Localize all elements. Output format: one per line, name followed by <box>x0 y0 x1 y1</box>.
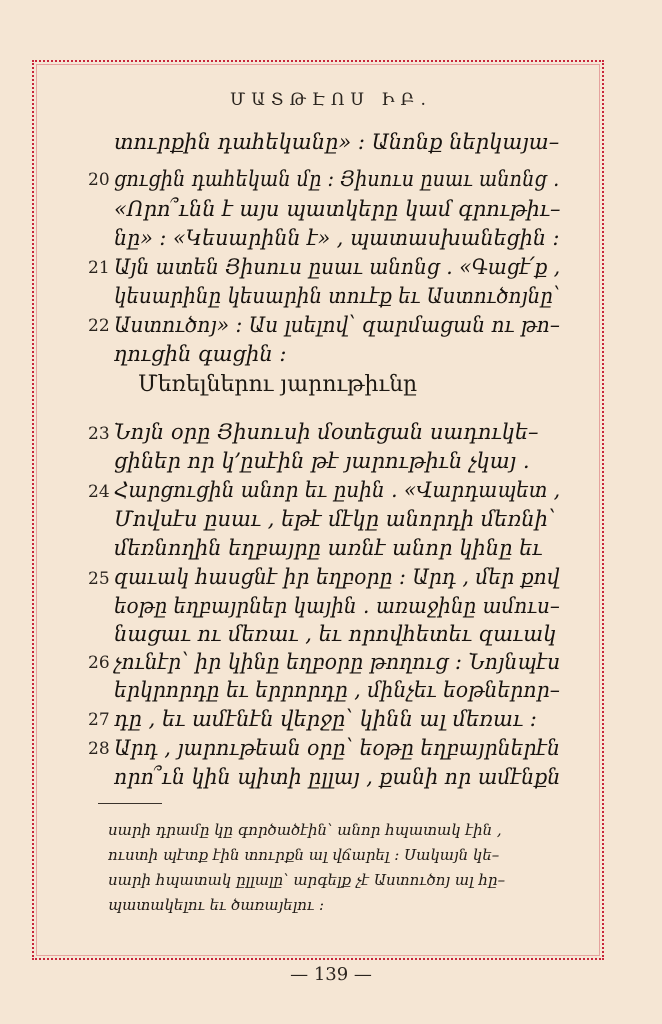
footnote-line: սարի դրամը կը գործածէին՝ անոր հպատակ էին , <box>108 821 502 839</box>
text-line: զաւակ հասցնէ իր եղբօրը ։ Արդ , մեր քով <box>114 565 560 589</box>
verse-number: 20 <box>88 170 110 190</box>
text-line: չունէր՝ իր կինը եղբօրը թողուց ։ Նոյնպէս <box>114 650 561 674</box>
running-head: ՄԱՏԹԷՈՍ ԻԲ․ <box>229 90 433 110</box>
page-number: — 139 — <box>290 964 372 985</box>
footnote-line: սարի հպատակ ըլլալը՝ արգելք չէ Աստուծոյ ալ հը– <box>108 871 506 889</box>
verse-number: 27 <box>88 710 110 730</box>
text-line: որո՞ւն կին պիտի ըլլայ , քանի որ ամէնքն <box>114 765 561 789</box>
footnote-divider <box>98 803 162 804</box>
text-line: նը» ։ «Կեսարինն է» , պատասխանեցին ։ <box>114 226 560 250</box>
verse-number: 28 <box>88 739 110 759</box>
text-line: երկրորդը եւ երրորդը , մինչեւ եօթներոր– <box>114 678 560 702</box>
text-line: Արդ , յարութեան օրը՝ եօթը եղբայրներէն <box>114 736 560 760</box>
text-line: կեսարինը կեսարին տուէք եւ Աստուծոյնը՝ <box>114 284 561 308</box>
text-line: ցուցին դահեկան մը ։ Յիսուս ըսաւ անոնց ․ <box>114 167 560 191</box>
text-line: Հարցուցին անոր եւ ըսին ․ «Վարդապետ , <box>114 478 561 502</box>
text-line: ղուցին գացին ։ <box>114 342 287 366</box>
footnote-line: ուստի պէտք էին տուրքն ալ վճարել ։ Սակայն կե– <box>108 846 500 864</box>
text-line: ցիներ որ կ՚ըսէին թէ յարութիւն չկայ ․ <box>114 449 530 473</box>
verse-number: 25 <box>88 569 110 589</box>
verse-number: 22 <box>88 316 110 336</box>
verse-number: 21 <box>88 258 110 278</box>
text-line: «Որո՞ւնն է այս պատկերը կամ գրութիւ– <box>114 197 561 221</box>
text-line: դը , եւ ամէնէն վերջը՝ կինն ալ մեռաւ ։ <box>114 707 537 731</box>
text-line: Մովսէս ըսաւ , եթէ մէկը անորդի մեռնի՝ <box>114 507 556 531</box>
text-line: նացաւ ու մեռաւ , եւ որովհետեւ զաւակ <box>114 622 557 646</box>
footnote-line: պատակելու եւ ծառայելու ։ <box>108 896 325 914</box>
text-line: եօթը եղբայրներ կային ․ առաջինը ամուս– <box>114 594 560 618</box>
section-heading: Մեռելներու յարութիւնը <box>138 372 418 397</box>
verse-number: 24 <box>88 482 110 502</box>
verse-number: 23 <box>88 424 110 444</box>
text-line: Աստուծոյ» ։ Աս լսելով՝ զարմացան ու թո– <box>114 313 560 337</box>
text-line: տուրքին դահեկանը» ։ Անոնք ներկայա– <box>114 130 560 154</box>
text-line: մեռնողին եղբայրը առնէ անոր կինը եւ <box>114 536 543 560</box>
verse-number: 26 <box>88 653 110 673</box>
text-line: Նոյն օրը Յիսուսի մօտեցան սադուկե– <box>114 420 539 444</box>
text-line: Այն ատեն Յիսուս ըսաւ անոնց ․ «Գացէ՛ք , <box>114 255 561 279</box>
